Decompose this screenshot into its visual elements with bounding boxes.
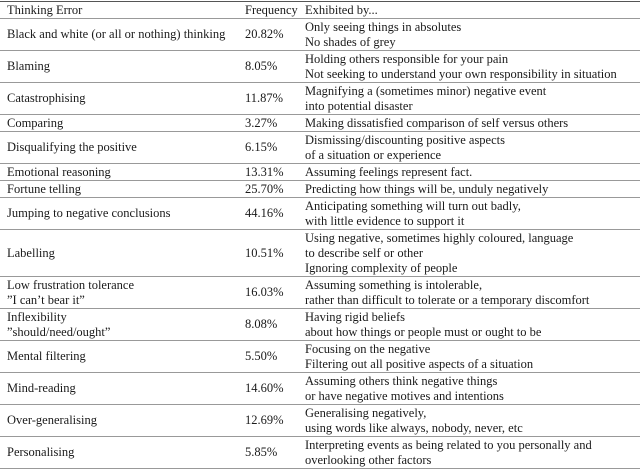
exhibited-by-cell	[305, 181, 640, 198]
table-row	[0, 277, 640, 309]
exhibited-by-cell-line: Magnifying a (sometimes minor) negative event	[305, 83, 547, 98]
frequency-cell: 6.15%	[245, 140, 278, 154]
exhibited-by-cell-line: using words like always, nobody, never, etc	[305, 420, 523, 435]
exhibited-by-cell-line: Not seeking to understand your own responsibility in situation	[305, 66, 617, 81]
exhibited-by-cell	[305, 132, 640, 164]
table-row	[0, 115, 640, 132]
thinking-error-cell-line: Disqualifying the positive	[7, 140, 137, 154]
exhibited-by-cell-line: Focusing on the negative	[305, 341, 431, 356]
thinking-error-cell-line: Personalising	[7, 445, 75, 459]
exhibited-by-cell-line: Dismissing/discounting positive aspects	[305, 132, 505, 147]
thinking-error-cell	[0, 198, 243, 230]
exhibited-by-cell-line: overlooking other factors	[305, 452, 432, 467]
table-row	[0, 309, 640, 341]
exhibited-by-cell	[305, 373, 640, 405]
frequency-cell: 3.27%	[245, 115, 278, 130]
thinking-errors-table	[0, 1, 640, 469]
exhibited-by-cell-line: Only seeing things in absolutes	[305, 19, 462, 34]
frequency-cell: 16.03%	[245, 285, 284, 299]
thinking-error-cell	[0, 19, 243, 51]
thinking-error-cell	[0, 341, 243, 373]
thinking-error-cell-line: ”should/need/ought”	[7, 324, 111, 339]
table-row	[0, 19, 640, 51]
frequency-cell: 5.85%	[245, 445, 278, 459]
thinking-error-cell	[0, 405, 243, 437]
frequency-cell: 8.08%	[245, 317, 278, 331]
header-frequency: Frequency	[245, 2, 298, 17]
thinking-error-cell	[0, 51, 243, 83]
frequency-cell: 25.70%	[245, 181, 284, 196]
table-row	[0, 341, 640, 373]
exhibited-by-cell-line: Assuming something is intolerable,	[305, 277, 483, 292]
exhibited-by-cell	[305, 341, 640, 373]
table-row	[0, 164, 640, 181]
thinking-error-cell-line: Mind-reading	[7, 381, 76, 395]
header-thinking-error: Thinking Error	[7, 2, 83, 17]
thinking-error-cell	[0, 277, 243, 309]
frequency-cell: 14.60%	[245, 381, 284, 395]
exhibited-by-cell	[305, 230, 640, 277]
table-row	[0, 83, 640, 115]
exhibited-by-cell-line: rather than difficult to tolerate or a temporary discomfort	[305, 292, 590, 307]
thinking-error-cell-line: Blaming	[7, 59, 51, 73]
exhibited-by-cell-line: into potential disaster	[305, 98, 413, 113]
exhibited-by-cell-line: Having rigid beliefs	[305, 309, 405, 324]
frequency-cell: 11.87%	[245, 91, 284, 105]
exhibited-by-cell	[305, 83, 640, 115]
thinking-error-cell-line: Comparing	[7, 115, 64, 130]
exhibited-by-cell-line: Interpreting events as being related to you personally and	[305, 437, 592, 452]
exhibited-by-cell-line: or have negative motives and intentions	[305, 388, 504, 403]
thinking-error-cell-line: Jumping to negative conclusions	[7, 206, 171, 220]
exhibited-by-cell-line: No shades of grey	[305, 34, 396, 49]
frequency-cell: 20.82%	[245, 27, 284, 41]
table-row	[0, 181, 640, 198]
table-row	[0, 373, 640, 405]
exhibited-by-cell	[305, 19, 640, 51]
frequency-cell: 10.51%	[245, 245, 284, 260]
thinking-error-cell-line: Emotional reasoning	[7, 164, 111, 179]
thinking-error-cell-line: Fortune telling	[7, 181, 81, 196]
frequency-cell: 8.05%	[245, 59, 278, 73]
table-row	[0, 132, 640, 164]
exhibited-by-cell-line: Assuming others think negative things	[305, 373, 498, 388]
exhibited-by-cell	[305, 164, 640, 181]
exhibited-by-cell	[305, 198, 640, 230]
exhibited-by-cell-line: Anticipating something will turn out badly,	[305, 198, 521, 213]
exhibited-by-cell-line: Ignoring complexity of people	[305, 260, 458, 275]
frequency-cell: 12.69%	[245, 413, 284, 427]
table-row	[0, 198, 640, 230]
exhibited-by-cell	[305, 51, 640, 83]
exhibited-by-cell-line: Holding others responsible for your pain	[305, 51, 509, 66]
frequency-cell: 44.16%	[245, 206, 284, 220]
thinking-error-cell	[0, 132, 243, 164]
thinking-error-cell-line: Over-generalising	[7, 413, 97, 427]
thinking-error-cell-line: Inflexibility	[7, 309, 67, 324]
exhibited-by-cell	[305, 437, 640, 469]
frequency-cell: 13.31%	[245, 164, 284, 179]
table-row	[0, 51, 640, 83]
exhibited-by-cell-line: about how things or people must or ought to be	[305, 324, 542, 339]
thinking-error-cell	[0, 164, 243, 181]
thinking-error-cell	[0, 309, 243, 341]
thinking-error-cell-line: Labelling	[7, 245, 55, 260]
exhibited-by-cell-line: Assuming feelings represent fact.	[305, 164, 473, 179]
exhibited-by-cell-line: Making dissatisfied comparison of self versus others	[305, 115, 569, 130]
exhibited-by-cell-line: of a situation or experience	[305, 147, 442, 162]
thinking-error-cell-line: Low frustration tolerance	[7, 277, 135, 292]
exhibited-by-cell	[305, 115, 640, 132]
exhibited-by-cell-line: to describe self or other	[305, 245, 424, 260]
header-exhibited-by: Exhibited by...	[305, 2, 378, 17]
thinking-error-cell	[0, 181, 243, 198]
table-row	[0, 230, 640, 277]
thinking-error-cell	[0, 437, 243, 469]
thinking-error-cell-line: Catastrophising	[7, 91, 86, 105]
thinking-error-cell	[0, 230, 243, 277]
exhibited-by-cell-line: Using negative, sometimes highly coloured, language	[305, 230, 574, 245]
frequency-cell: 5.50%	[245, 349, 278, 363]
table-row	[0, 405, 640, 437]
thinking-error-cell-line: ”I can’t bear it”	[7, 292, 85, 307]
table-header-row	[0, 2, 640, 19]
thinking-error-cell	[0, 373, 243, 405]
exhibited-by-cell	[305, 277, 640, 309]
thinking-error-cell-line: Mental filtering	[7, 349, 86, 363]
exhibited-by-cell	[305, 309, 640, 341]
thinking-error-cell	[0, 115, 243, 132]
exhibited-by-cell-line: Predicting how things will be, unduly negatively	[305, 181, 549, 196]
exhibited-by-cell	[305, 405, 640, 437]
exhibited-by-cell-line: Filtering out all positive aspects of a situation	[305, 356, 534, 371]
exhibited-by-cell-line: Generalising negatively,	[305, 405, 427, 420]
exhibited-by-cell-line: with little evidence to support it	[305, 213, 465, 228]
table-row	[0, 437, 640, 469]
thinking-error-cell	[0, 83, 243, 115]
thinking-error-cell-line: Black and white (or all or nothing) thinking	[7, 27, 226, 41]
